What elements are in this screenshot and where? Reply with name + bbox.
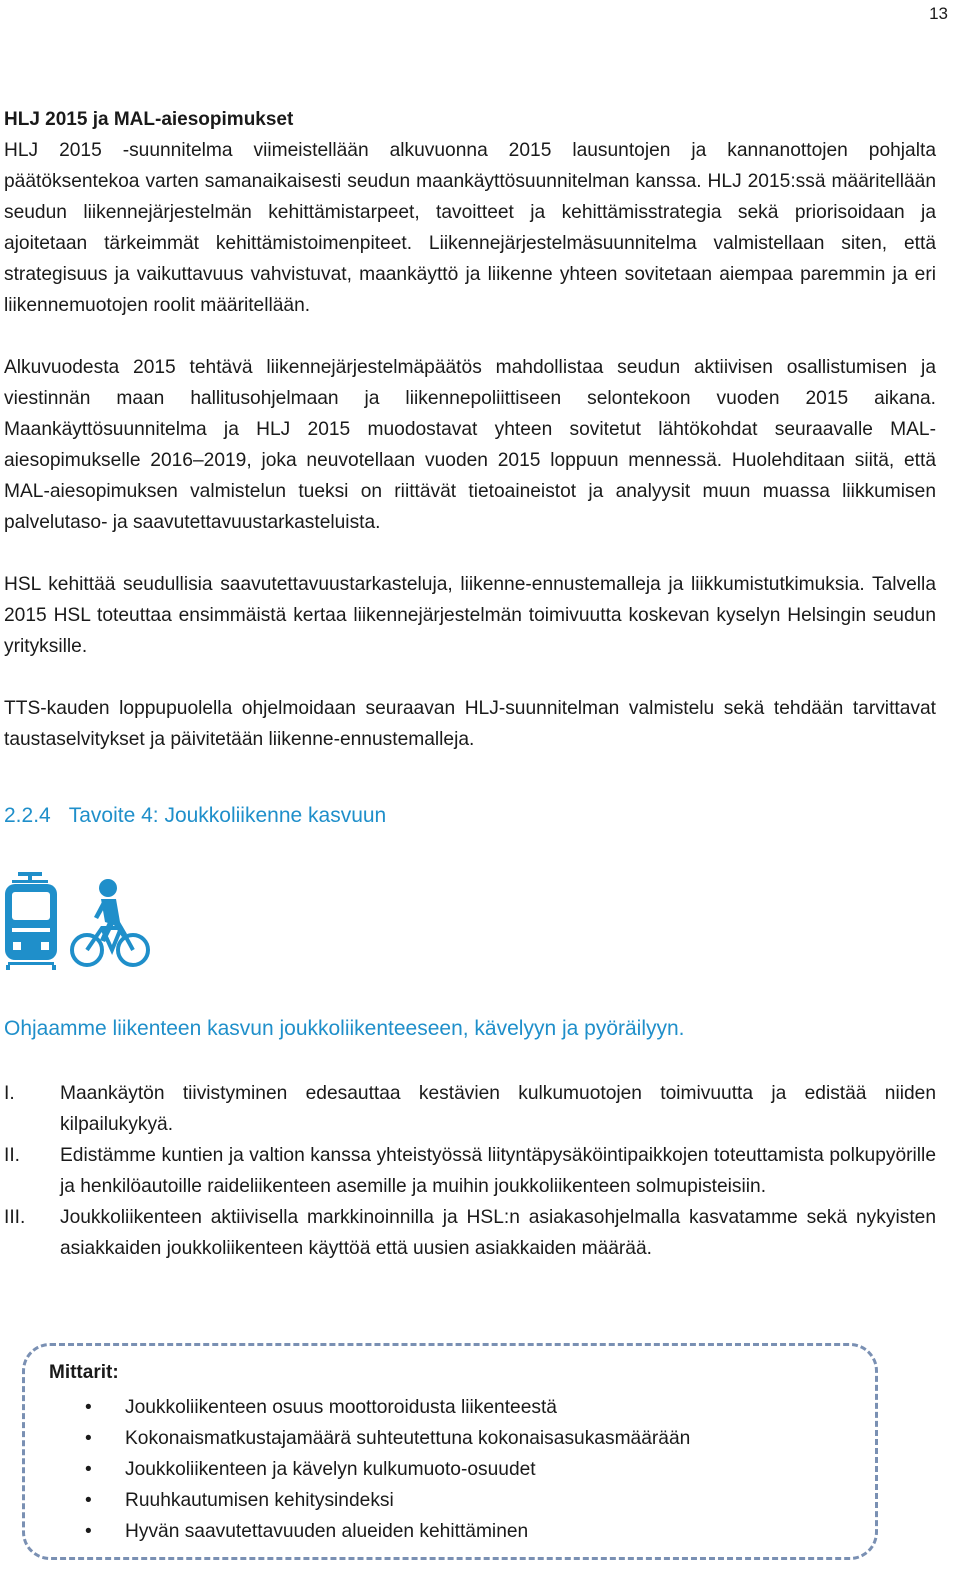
bullet: • [85, 1428, 92, 1449]
subsection-title: Tavoite 4: Joukkoliikenne kasvuun [68, 804, 387, 827]
list-item [85, 1485, 690, 1516]
paragraph-2: Alkuvuodesta 2015 tehtävä liikennejärjestelmäpäätös mahdollistaa seudun aktiivisen osallistumisen ja viestinnän maan hallitusohjelmaan ja liikennepoliittiseen selontekoon vuoden 2015 aikana. Maankäyttösuunnitelma ja HLJ 2015 muodostavat yhteen sovitetut lähtökohdat seuraavalle MAL-aiesopimukselle 2016–2019, joka neuvotellaan vuoden 2015 loppuun mennessä. Huolehditaan siitä, että MAL-aiesopimuksen valmistelun tueksi on riittävät tietoaineistot ja analyysit muun muassa liikkumisen palvelutaso- ja saavutettavuustarkasteluista. [4, 357, 936, 533]
list-item [4, 1078, 936, 1140]
subsection-number: 2.2.4 [4, 804, 51, 827]
list-item [85, 1392, 690, 1423]
bullet: • [85, 1397, 92, 1418]
cyclist-icon [72, 928, 148, 965]
list-item [4, 1202, 936, 1264]
paragraph-3: HSL kehittää seudullisia saavutettavuustarkasteluja, liikenne-ennustemalleja ja liikkumistutkimuksia. Talvella 2015 HSL toteuttaa ensimmäistä kertaa liikennejärjestelmän toimivuutta koskevan kyselyn Helsingin seudun yrityksille. [4, 574, 936, 657]
metric-text: Hyvän saavutettavuuden alueiden kehittäminen [125, 1521, 529, 1542]
paragraph-spacer [4, 321, 936, 352]
metrics-box [22, 1343, 878, 1560]
list-item-number: II. [4, 1145, 20, 1166]
subsection-heading [4, 800, 386, 832]
metric-text: Joukkoliikenteen ja kävelyn kulkumuoto-osuudet [125, 1459, 536, 1480]
goal-statement: Ohjaamme liikenteen kasvun joukkoliikenteeseen, kävelyyn ja pyöräilyyn. [4, 1017, 685, 1040]
list-item-text: Joukkoliikenteen aktiivisella markkinoinnilla ja HSL:n asiakasohjelmalla kasvatamme sekä nykyisten asiakkaiden joukkoliikenteen käyttöä että uusien asiakkaiden määrää. [60, 1207, 936, 1259]
goal-list [4, 1078, 936, 1264]
goal-icons [4, 872, 154, 972]
list-item [85, 1423, 690, 1454]
tram-icon [5, 872, 57, 970]
metric-text: Kokonaismatkustajamäärä suhteutettuna kokonaisasukasmäärään [125, 1428, 691, 1449]
paragraph-4: TTS-kauden loppupuolella ohjelmoidaan seuraavan HLJ-suunnitelman valmistelu sekä tehdään tarvittavat taustaselvitykset ja päivitetään liikenne-ennustemalleja. [4, 698, 936, 750]
list-item-number: III. [4, 1207, 26, 1228]
page-number: 13 [929, 4, 948, 23]
list-item-text: Edistämme kuntien ja valtion kanssa yhteistyössä liityntäpysäköintipaikkojen toteuttamista polkupyörille ja henkilöautoille raideliikenteen asemille ja muihin joukkoliikenteen solmupisteisiin. [60, 1145, 936, 1197]
bullet: • [85, 1521, 92, 1542]
metrics-title: Mittarit: [49, 1362, 119, 1383]
list-item [85, 1516, 690, 1547]
bullet: • [85, 1459, 92, 1480]
list-item [4, 1140, 936, 1202]
bullet: • [85, 1490, 92, 1511]
list-item-text: Maankäytön tiivistyminen edesauttaa kestävien kulkumuotojen toimivuutta ja edistää niiden kilpailukykyä. [60, 1083, 936, 1135]
section-hlj-mal [4, 104, 936, 786]
metric-text: Joukkoliikenteen osuus moottoroidusta liikenteestä [125, 1397, 557, 1418]
list-item [85, 1454, 690, 1485]
metric-text: Ruuhkautumisen kehitysindeksi [125, 1490, 394, 1511]
metrics-list [85, 1392, 690, 1547]
list-item-number: I. [4, 1083, 15, 1104]
section-heading: HLJ 2015 ja MAL-aiesopimukset [4, 109, 294, 130]
paragraph-1: HLJ 2015 -suunnitelma viimeistellään alkuvuonna 2015 lausuntojen ja kannanottojen pohjalta päätöksentekoa varten samanaikaisesti seudun maankäyttösuunnitelman kanssa. HLJ 2015:ssä määritellään seudun liikennejärjestelmän kehittämistarpeet, tavoitteet ja kehittämisstrategia sekä priorisoidaan ja ajoitetaan tärkeimmät kehittämistoimenpiteet. Liikennejärjestelmäsuunnitelma valmistellaan siten, että strategisuus ja vaikuttavuus vahvistuvat, maankäyttö ja liikenne yhteen sovitetaan aiempaa paremmin ja eri liikennemuotojen roolit määritellään. [4, 140, 936, 316]
